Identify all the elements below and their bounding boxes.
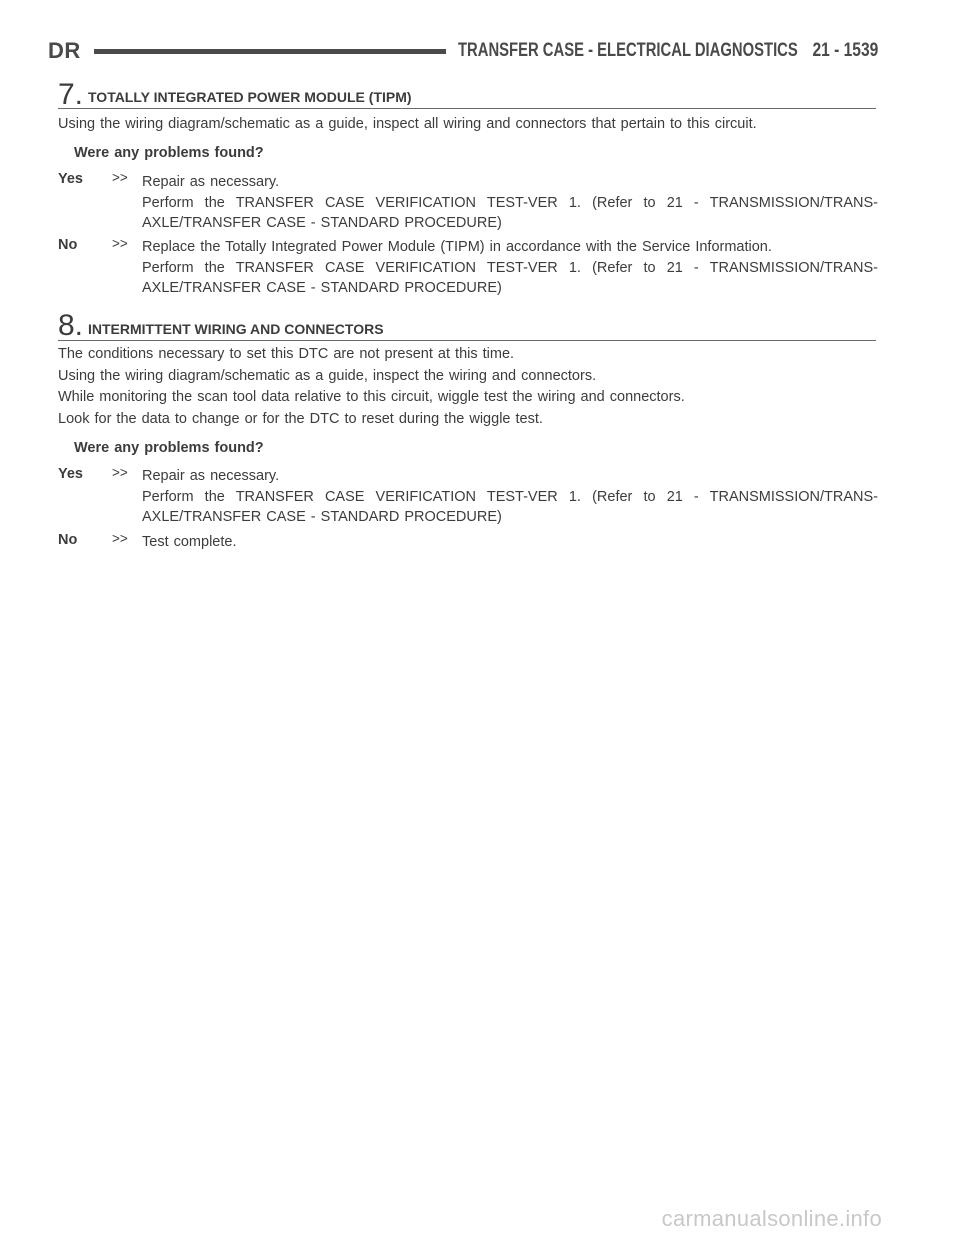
answer-no-detail: Perform the TRANSFER CASE VERIFICATION TEST-VER 1. (Refer to 21 - TRANSMISSION/TRANS-AXLE/TRANSFER CASE - STANDARD PROCEDURE) bbox=[142, 260, 878, 296]
site-watermark: carmanualsonline.info bbox=[661, 1206, 882, 1231]
answer-yes-detail: Perform the TRANSFER CASE VERIFICATION TEST-VER 1. (Refer to 21 - TRANSMISSION/TRANS-AXLE/TRANSFER CASE - STANDARD PROCEDURE) bbox=[142, 195, 878, 231]
step-title: INTERMITTENT WIRING AND CONNECTORS bbox=[88, 321, 384, 337]
answer-yes-label: Yes bbox=[58, 171, 83, 187]
answer-yes-detail: Perform the TRANSFER CASE VERIFICATION TEST-VER 1. (Refer to 21 - TRANSMISSION/TRANS-AXLE/TRANSFER CASE - STANDARD PROCEDURE) bbox=[142, 489, 878, 525]
step-title: TOTALLY INTEGRATED POWER MODULE (TIPM) bbox=[88, 89, 412, 105]
step-7-instruction: Using the wiring diagram/schematic as a guide, inspect all wiring and connectors that pertain to this circuit. bbox=[58, 116, 757, 132]
answer-yes-action: Repair as necessary. bbox=[142, 174, 280, 190]
answer-yes-action: Repair as necessary. bbox=[142, 468, 280, 484]
answer-yes-label: Yes bbox=[58, 466, 83, 482]
answer-no-label: No bbox=[58, 237, 78, 253]
answer-arrow: >> bbox=[112, 170, 128, 185]
step-7-question: Were any problems found? bbox=[74, 145, 264, 161]
model-code: DR bbox=[48, 38, 81, 63]
answer-arrow: >> bbox=[112, 236, 128, 251]
answer-no-action: Replace the Totally Integrated Power Module (TIPM) in accordance with the Service Information. bbox=[142, 239, 772, 255]
step-8-paragraph: The conditions necessary to set this DTC are not present at this time. bbox=[58, 346, 515, 362]
step-7-heading bbox=[58, 80, 876, 109]
step-number: 8. bbox=[58, 309, 84, 342]
page-header bbox=[48, 38, 880, 64]
section-title: TRANSFER CASE - ELECTRICAL DIAGNOSTICS bbox=[458, 40, 798, 61]
step-8-question: Were any problems found? bbox=[74, 440, 264, 456]
header-rule bbox=[94, 49, 446, 54]
answer-no-label: No bbox=[58, 532, 78, 548]
answer-arrow: >> bbox=[112, 531, 128, 546]
answer-arrow: >> bbox=[112, 465, 128, 480]
step-8-heading bbox=[58, 311, 876, 341]
step-number: 7. bbox=[58, 78, 84, 111]
answer-no-action: Test complete. bbox=[142, 534, 237, 550]
page-number: 21 - 1539 bbox=[812, 40, 878, 61]
step-8-paragraph: Using the wiring diagram/schematic as a guide, inspect the wiring and connectors. bbox=[58, 368, 597, 384]
step-8-paragraph: While monitoring the scan tool data relative to this circuit, wiggle test the wiring and connectors. bbox=[58, 389, 685, 405]
step-8-paragraph: Look for the data to change or for the DTC to reset during the wiggle test. bbox=[58, 411, 543, 427]
